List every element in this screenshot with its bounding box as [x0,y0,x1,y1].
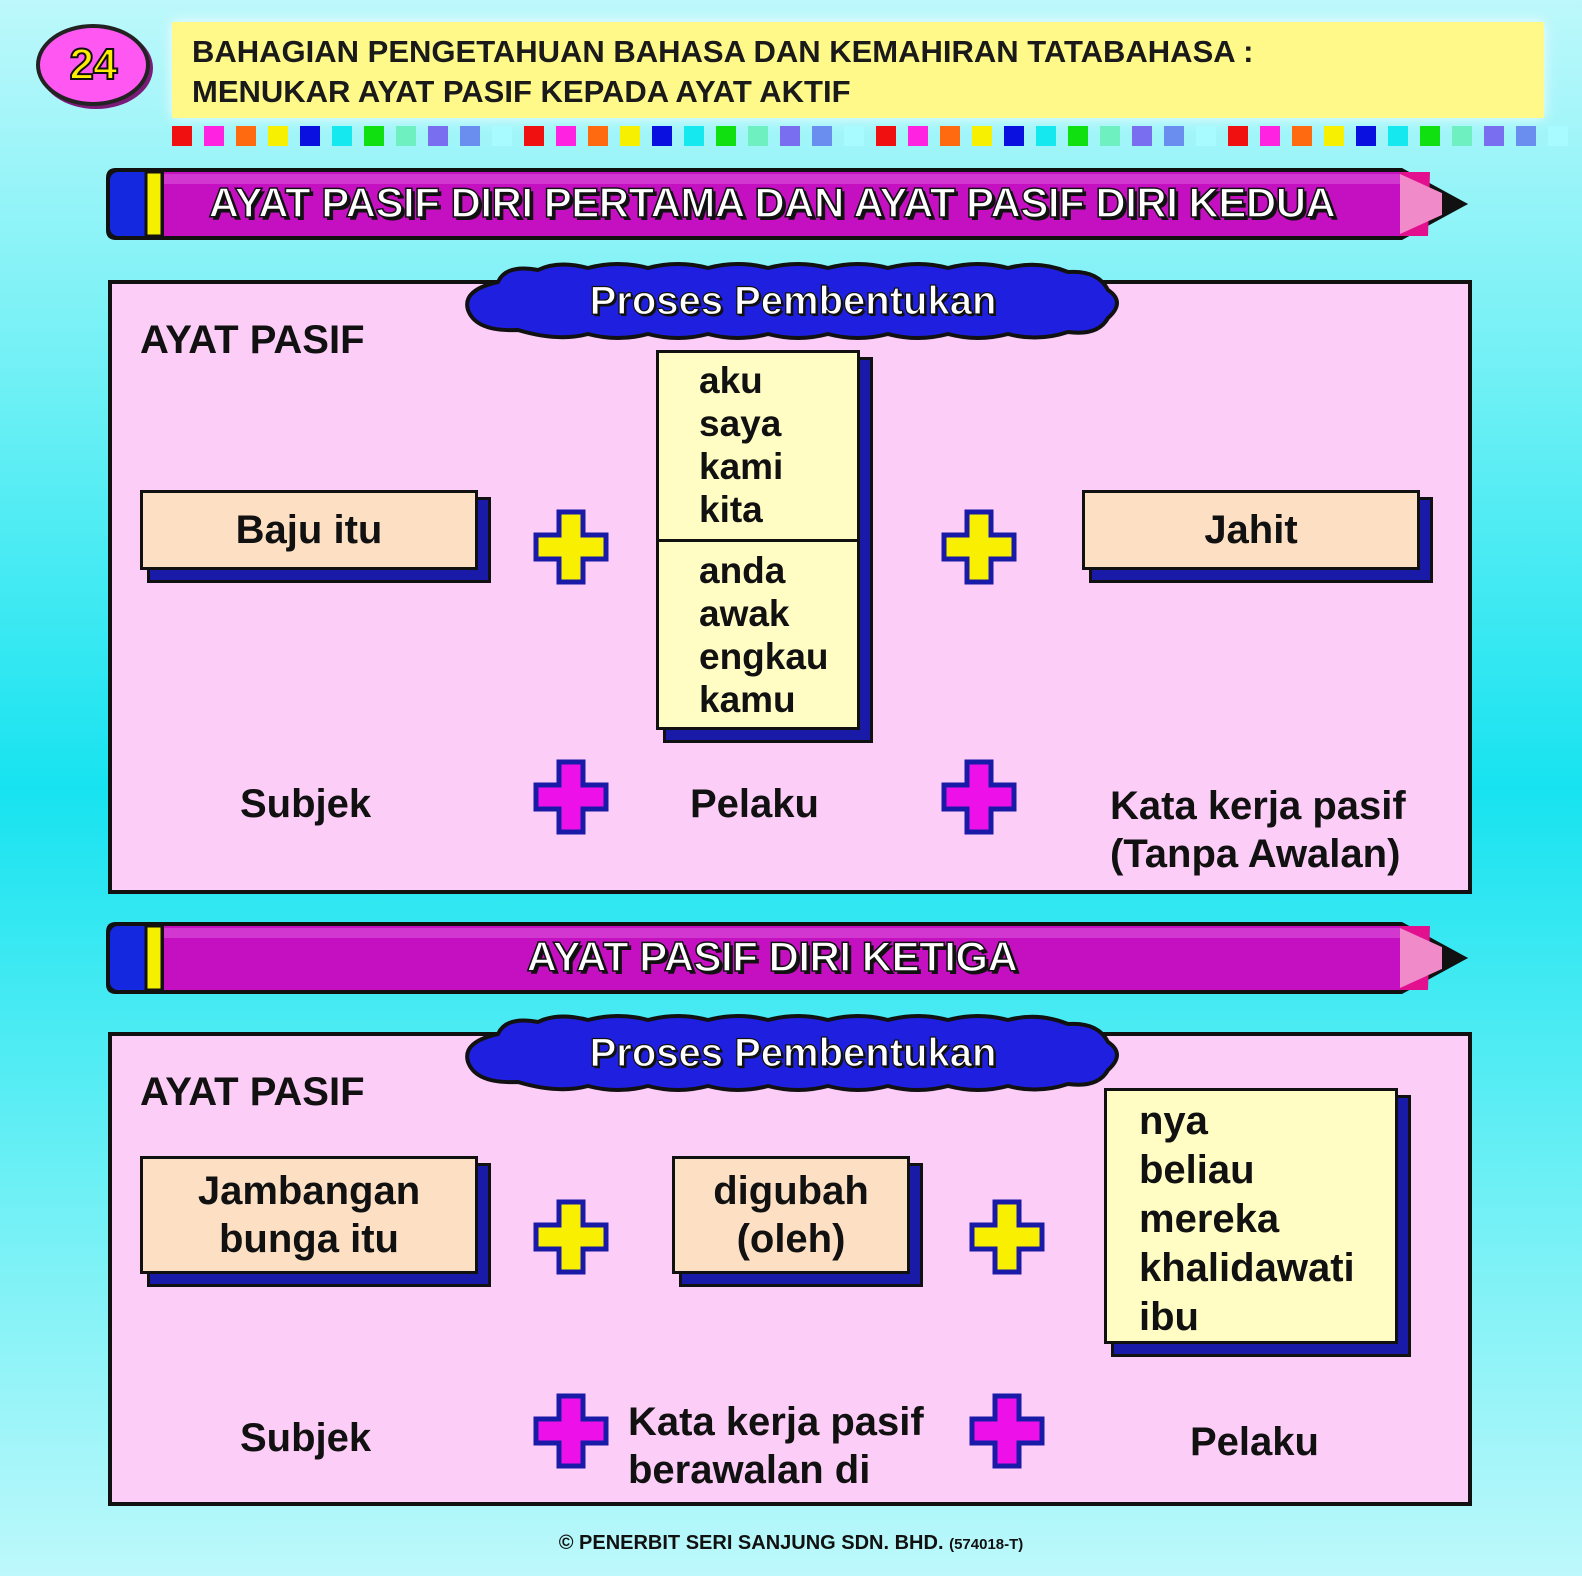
color-swatch [172,126,192,146]
label-kata-kerja [1110,782,1406,878]
heading-ayat-pasif: AYAT PASIF [140,318,365,362]
banner-section-2 [102,918,1482,996]
pronoun-aku: aku [699,360,763,401]
color-swatch [908,126,928,146]
color-swatch [652,126,672,146]
pronoun-awak: awak [699,593,790,634]
cloud-section-1 [458,260,1128,342]
color-swatch [972,126,992,146]
color-swatch [1132,126,1152,146]
first-person-list [699,359,783,531]
color-swatch [236,126,256,146]
label-pelaku: Pelaku [690,782,819,826]
heading-ayat-pasif: AYAT PASIF [140,1070,365,1114]
color-swatch [204,126,224,146]
label-kata-kerja [628,1398,924,1494]
label-kata-kerja-line-2: (Tanpa Awalan) [1110,832,1401,876]
actor-khalidawati: khalidawati [1139,1246,1355,1290]
color-swatch [748,126,768,146]
actor-nya: nya [1139,1099,1208,1143]
plus-icon [968,1198,1046,1276]
label-pelaku: Pelaku [1190,1420,1319,1464]
verb-box [672,1156,910,1274]
cloud-section-2 [458,1012,1128,1094]
label-subjek: Subjek [240,1416,372,1460]
plus-icon [968,1392,1046,1470]
title-line-1: BAHAGIAN PENGETAHUAN BAHASA DAN KEMAHIRAN TATABAHASA : [192,34,1254,69]
actor-mereka: mereka [1139,1197,1280,1241]
color-swatch [1356,126,1376,146]
copyright [0,1532,1582,1555]
label-subjek: Subjek [240,782,372,826]
banner-text: AYAT PASIF DIRI KETIGA [526,933,1018,980]
cloud-label: Proses Pembentukan [589,1030,997,1075]
color-swatch [876,126,896,146]
subject-line-1: Jambangan [197,1169,421,1213]
color-swatch [1260,126,1280,146]
pronoun-kamu: kamu [699,679,796,720]
color-swatch [332,126,352,146]
color-swatch [940,126,960,146]
color-swatch [1420,126,1440,146]
color-swatch [1164,126,1184,146]
color-swatch [428,126,448,146]
plus-icon [940,508,1018,586]
color-strip [172,126,1568,146]
publisher-reg: (574018-T) [949,1536,1024,1553]
page-number: 24 [69,40,117,89]
color-swatch [396,126,416,146]
color-swatch [1036,126,1056,146]
color-swatch [716,126,736,146]
label-kata-kerja-line-1: Kata kerja pasif [1110,784,1406,828]
color-swatch [1452,126,1472,146]
color-swatch [780,126,800,146]
banner-text: AYAT PASIF DIRI PERTAMA DAN AYAT PASIF DIRI KEDUA [208,179,1336,226]
pronoun-engkau: engkau [699,636,829,677]
color-swatch [812,126,832,146]
actor-box [1104,1088,1398,1344]
color-swatch [1228,126,1248,146]
cloud-label: Proses Pembentukan [589,278,997,323]
title-line-2: MENUKAR AYAT PASIF KEPADA AYAT AKTIF [192,74,851,109]
page-title [172,22,1544,118]
color-swatch [1484,126,1504,146]
plus-icon [532,508,610,586]
subject-line-2: bunga itu [219,1217,399,1261]
color-swatch [620,126,640,146]
page-number-badge [36,24,150,106]
color-swatch [1100,126,1120,146]
pronoun-kami: kami [699,446,784,487]
pronoun-anda: anda [699,550,786,591]
color-swatch [300,126,320,146]
color-swatch [588,126,608,146]
pronoun-saya: saya [699,403,782,444]
color-swatch [1548,126,1568,146]
color-swatch [556,126,576,146]
plus-icon [532,1392,610,1470]
color-swatch [684,126,704,146]
publisher-name: © PENERBIT SERI SANJUNG SDN. BHD. [558,1532,944,1554]
verb-box [1082,490,1420,570]
verb-line-2: (oleh) [736,1217,846,1261]
color-swatch [268,126,288,146]
pronoun-kita: kita [699,489,763,530]
color-swatch [1516,126,1536,146]
plus-icon [532,758,610,836]
color-swatch [524,126,544,146]
label-kata-kerja-line-2: berawalan di [628,1448,871,1492]
color-swatch [844,126,864,146]
plus-icon [532,1198,610,1276]
color-swatch [1292,126,1312,146]
second-person-list [699,549,829,721]
color-swatch [1068,126,1088,146]
color-swatch [1004,126,1024,146]
banner-section-1 [102,164,1482,242]
color-swatch [1196,126,1216,146]
subject-box [140,1156,478,1274]
color-swatch [364,126,384,146]
verb-text: Jahit [1204,508,1298,552]
color-swatch [460,126,480,146]
actor-beliau: beliau [1139,1148,1255,1192]
label-kata-kerja-line-1: Kata kerja pasif [628,1400,924,1444]
plus-icon [940,758,1018,836]
color-swatch [492,126,512,146]
color-swatch [1324,126,1344,146]
color-swatch [1388,126,1408,146]
subject-box [140,490,478,570]
actor-ibu: ibu [1139,1295,1199,1339]
pronoun-box [656,350,860,730]
actor-list [1139,1097,1355,1342]
verb-line-1: digubah [713,1169,869,1213]
subject-text: Baju itu [235,508,383,552]
divider [659,539,857,542]
